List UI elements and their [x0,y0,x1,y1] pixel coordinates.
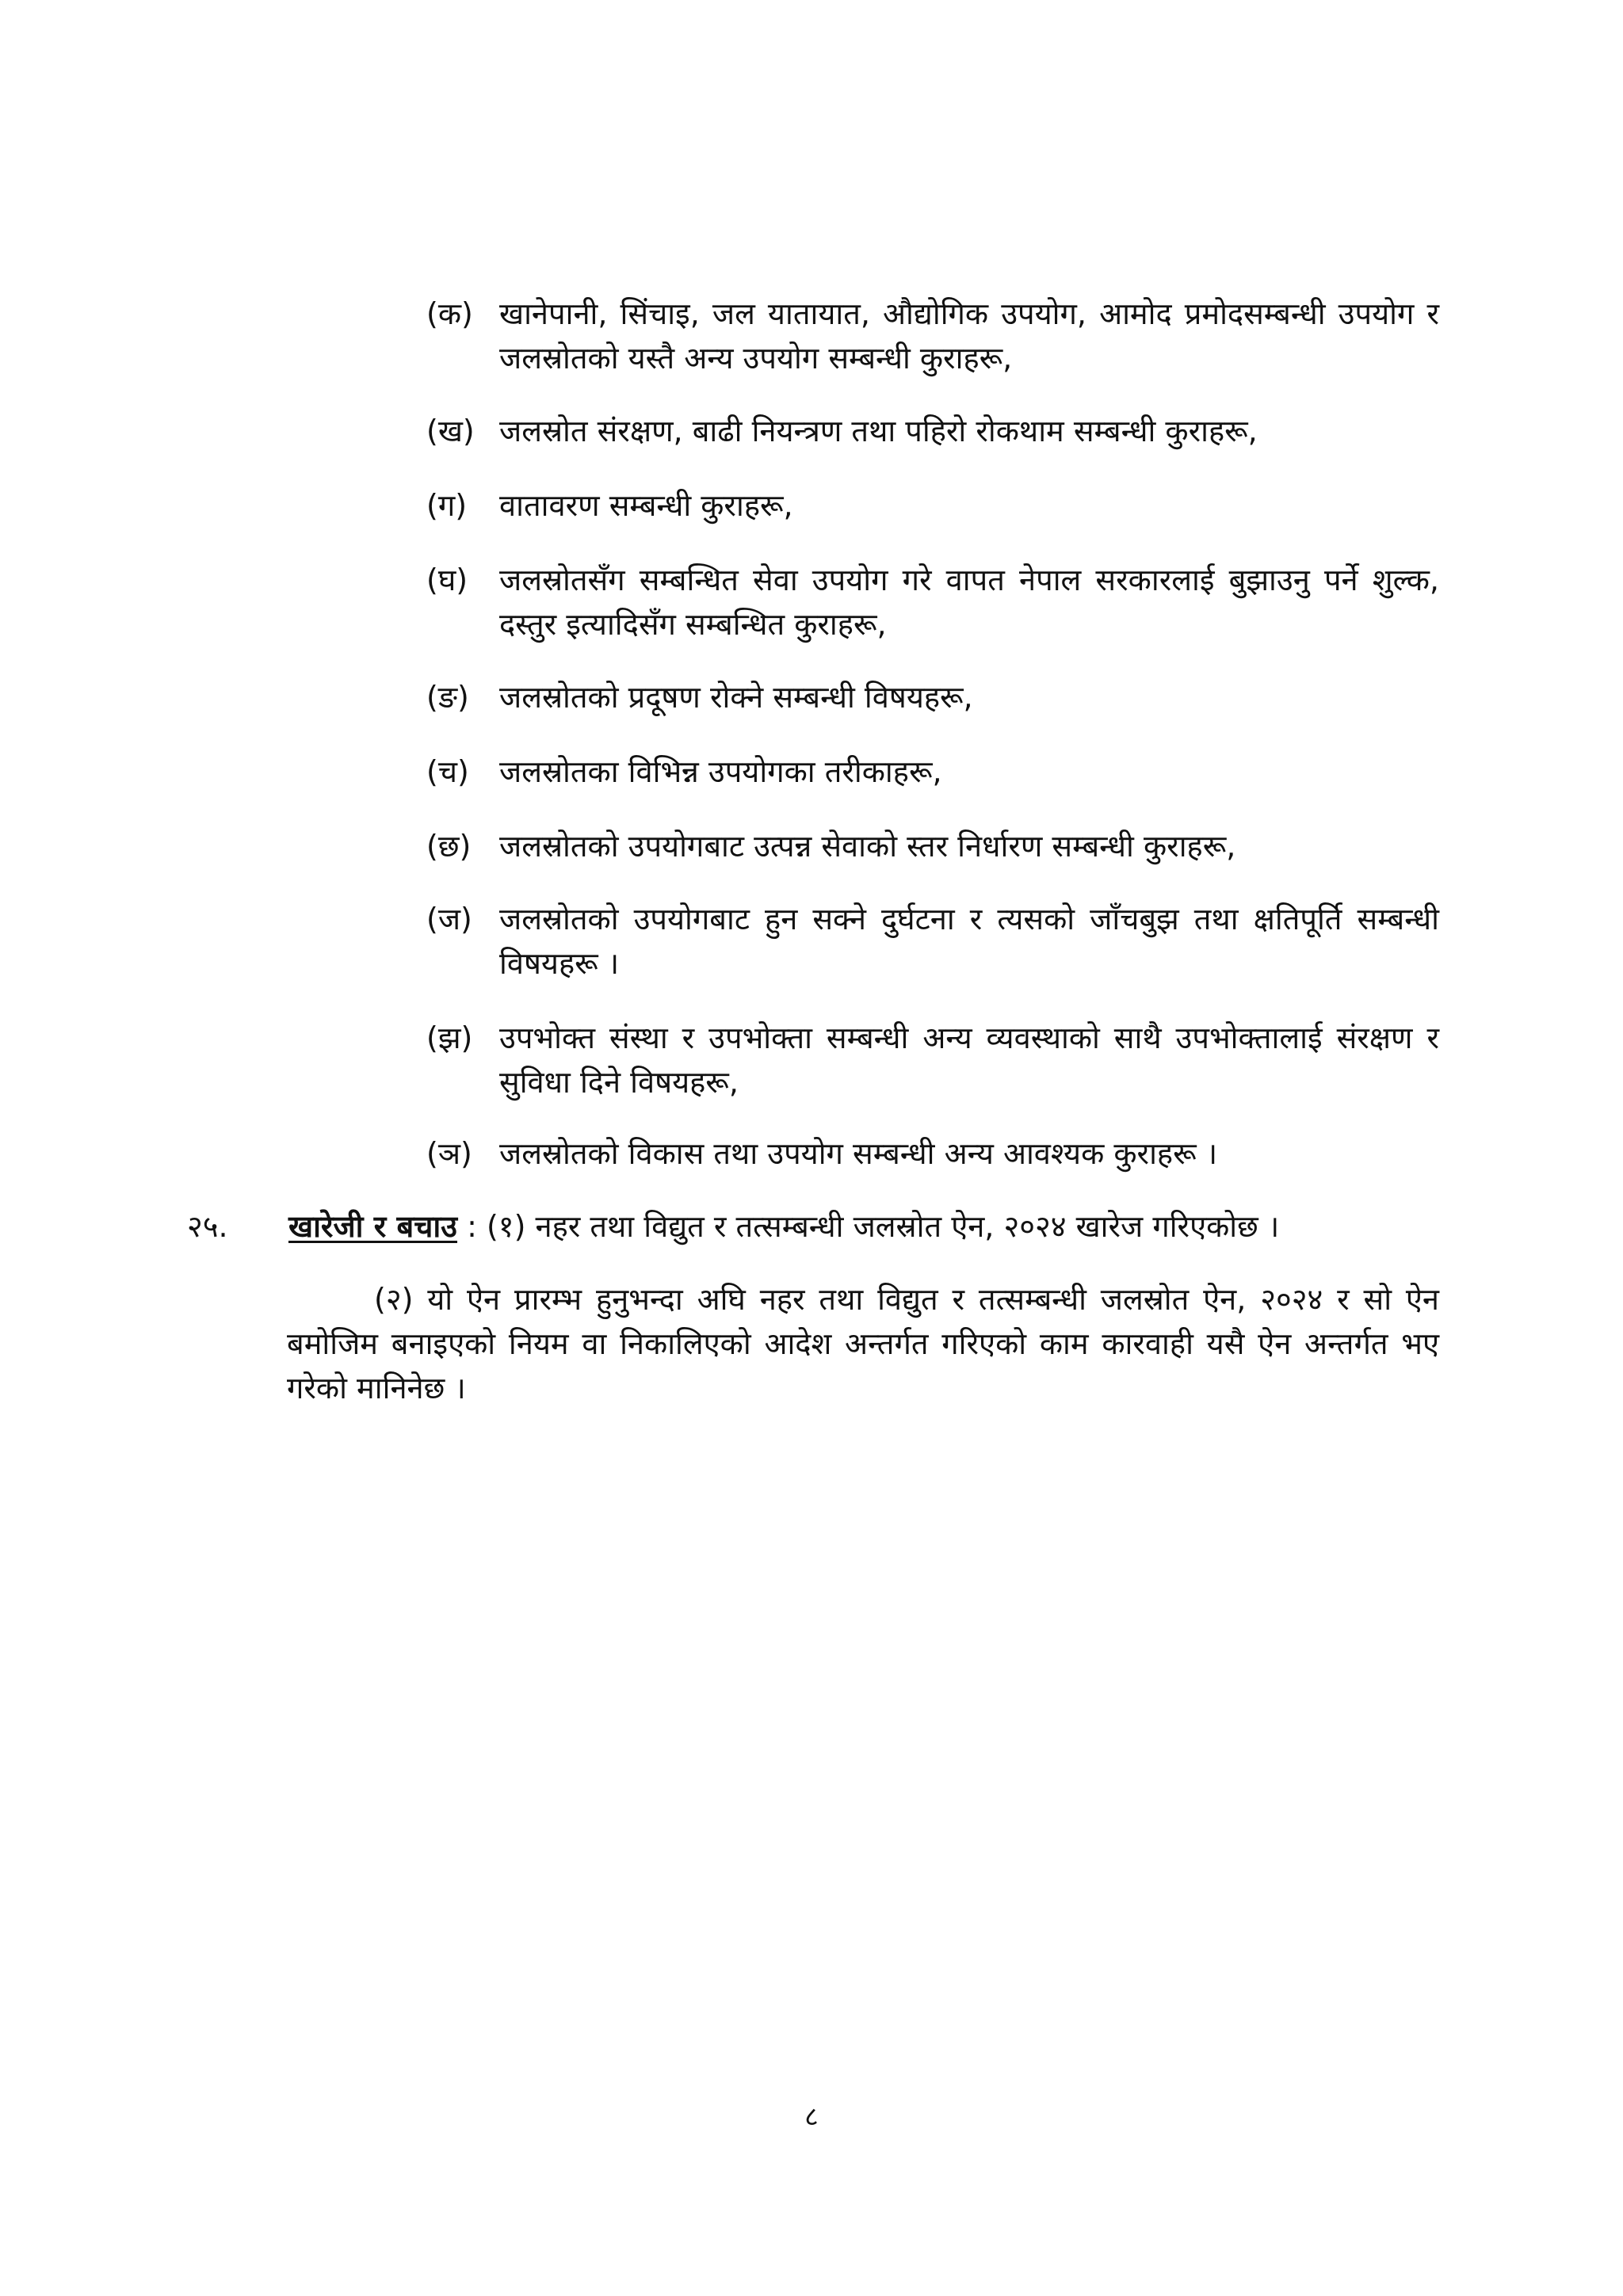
list-item-cha [426,749,1439,794]
list-item-label: (घ) [426,563,468,597]
list-item-label: (ङ) [426,680,469,715]
list-item-text: जलस्रोतको उपयोगबाट हुन सक्ने दुर्घटना र त्यसको जाँचबुझ तथा क्षतिपूर्ति सम्बन्धी विषयहरू । [499,902,1439,981]
list-item-label: (ञ) [426,1136,472,1171]
list-item-text: खानेपानी, सिंचाइ, जल यातायात, औद्योगिक उपयोग, आमोद प्रमोदसम्बन्धी उपयोग र जलस्रोतको यस्तै अन्य उपयोग सम्बन्धी कुराहरू, [499,296,1439,376]
list-item-chha [426,824,1439,868]
list-item-nga [426,675,1439,719]
list-item-text: उपभोक्त संस्था र उपभोक्ता सम्बन्धी अन्य व्यवस्थाको साथै उपभोक्तालाई संरक्षण र सुविधा दिने विषयहरू, [499,1020,1439,1100]
list-item-text: जलस्रोतसँग सम्बन्धित सेवा उपयोग गरे वापत नेपाल सरकारलाई बुझाउनु पर्ने शुल्क, दस्तुर इत्यादिसँग सम्बन्धित कुराहरू, [499,563,1439,642]
list-item-label: (च) [426,754,469,789]
list-item-text: जलस्रोतको विकास तथा उपयोग सम्बन्धी अन्य आवश्यक कुराहरू । [499,1136,1218,1171]
section-number: २५. [187,1209,228,1244]
list-item-label: (ग) [426,488,468,523]
list-item-nya [426,1131,1439,1176]
list-item-label: (ज) [426,902,472,936]
list-item-label: (झ) [426,1020,473,1055]
list-item-label: (क) [426,296,473,331]
list-item-ka [426,292,1439,380]
section-separator: : [457,1209,487,1244]
list-item-ja [426,897,1439,986]
list-item-text: जलस्रोतका विभिन्न उपयोगका तरीकाहरू, [499,754,942,789]
section-text: (१) नहर तथा विद्युत र तत्सम्बन्धी जलस्रोत ऐन, २०२४ खारेज गरिएकोछ । [486,1209,1280,1244]
list-item-ga [426,483,1439,528]
section-25 [187,1204,1439,1249]
list-item-text: जलस्रोत संरक्षण, बाढी नियन्त्रण तथा पहिरो रोकथाम सम्बन्धी कुराहरू, [499,414,1258,448]
list-item-kha [426,409,1439,453]
subsection-2: (२) यो ऐन प्रारम्भ हुनुभन्दा अघि नहर तथा विद्युत र तत्सम्बन्धी जलस्रोत ऐन, २०२४ र सो ऐन बमोजिम बनाइएको नियम वा निकालिएको आदेश अन्तर्गत गरिएको काम कारवाही यसै ऐन अन्तर्गत भए गरेको मानिनेछ । [287,1282,1439,1405]
list-item-text: जलस्रोतको उपयोगबाट उत्पन्न सेवाको स्तर निर्धारण सम्बन्धी कुराहरू, [499,829,1236,864]
list-item-text: जलस्रोतको प्रदूषण रोक्ने सम्बन्धी विषयहरू, [499,680,973,715]
list-item-label: (ख) [426,414,475,448]
section-title: खारेजी र बचाउ [288,1209,458,1244]
list-item-jha [426,1016,1439,1104]
list-item-label: (छ) [426,829,472,864]
list-item-gha [426,558,1439,646]
page-number: ८ [804,2101,819,2133]
list-item-text: वातावरण सम्बन्धी कुराहरू, [499,488,793,523]
